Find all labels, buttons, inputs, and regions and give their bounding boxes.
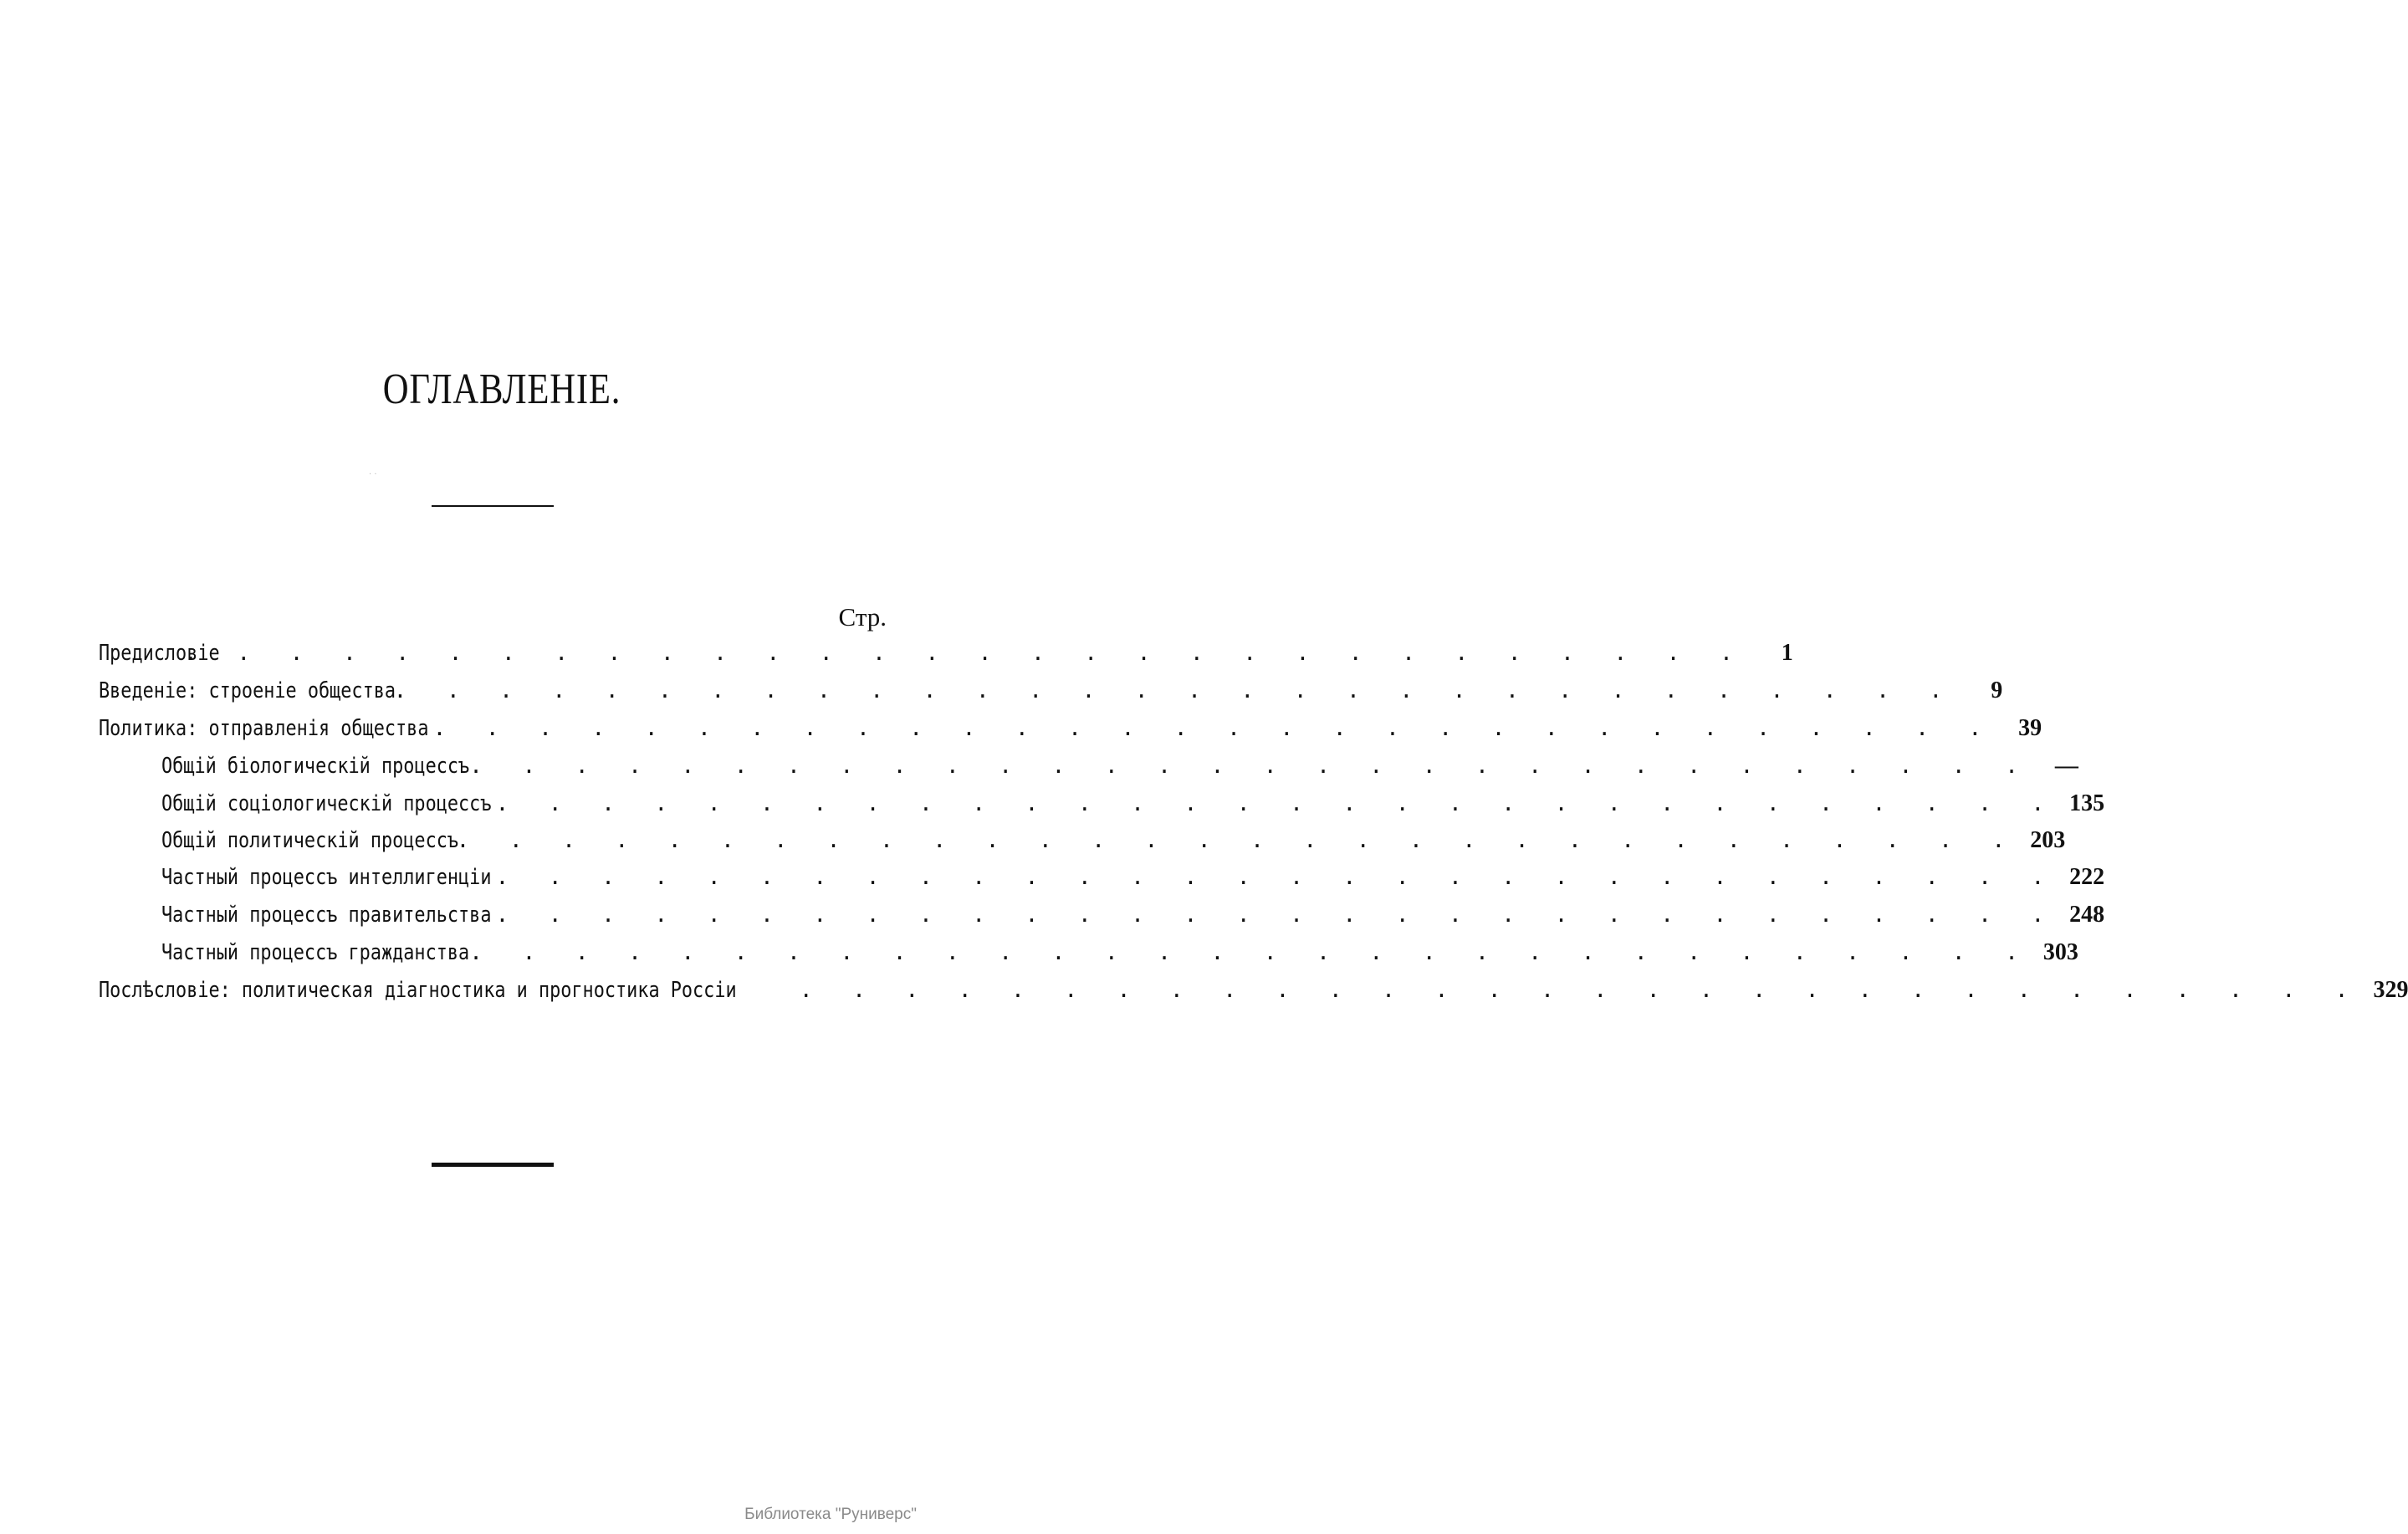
print-specks: · · xyxy=(369,470,377,479)
toc-entry-page: 1 xyxy=(1781,640,1793,666)
toc-entry-page: 135 xyxy=(2069,790,2105,816)
toc-entry-label: Предисловіе xyxy=(99,641,220,666)
dot-leader: . . . . . . . . . . . . . . . . . . . . . . . . . . . . . . xyxy=(184,641,1746,666)
toc-entry-citizenry-process xyxy=(99,936,2078,969)
toc-entry-afterword xyxy=(99,974,2408,1007)
dot-leader: . . . . . . . . . . . . . . . . . . . . . . . . . . . . . . xyxy=(393,678,1956,703)
toc-entry-page: 222 xyxy=(2069,864,2105,890)
dot-leader: . . . . . . . . . . . . . . . . . . . . . . . . . . . . . . xyxy=(469,754,2032,779)
toc-entry-page: 303 xyxy=(2042,939,2078,965)
toc-entry-intelligentsia-process xyxy=(99,861,2105,894)
toc-entry-preface xyxy=(99,637,1793,670)
toc-entry-government-process xyxy=(99,898,2105,932)
dot-leader: . . . . . . . . . . . . . . . . . . . . . . . . . . . . . . xyxy=(495,791,2058,816)
dot-leader: . . . . . . . . . . . . . . . . . . . . . . . . . . . . . . xyxy=(432,716,1996,741)
toc-entry-introduction xyxy=(99,674,2003,708)
toc-entry-label: Общій соціологическій процессъ xyxy=(161,791,492,816)
dot-leader: . . . . . . . . . . . . . . . . . . . . . . . . . . . . . . xyxy=(799,978,2362,1003)
toc-entry-page: 329 xyxy=(2373,977,2408,1003)
toc-entry-page: 39 xyxy=(2018,715,2042,741)
dot-leader: . . . . . . . . . . . . . . . . . . . . . . . . . . . . . . xyxy=(495,865,2058,890)
toc-entry-page: 203 xyxy=(2030,827,2066,853)
toc-entry-label: Частный процессъ правительства xyxy=(161,903,492,928)
dot-leader: . . . . . . . . . . . . . . . . . . . . . . . . . . . . . . xyxy=(469,940,2032,965)
toc-entry-label: Послѣсловіе: политическая діагностика и прогностика Россіи xyxy=(99,978,737,1003)
toc-entry-label: Политика: отправленія общества xyxy=(99,716,429,741)
dot-leader: . . . . . . . . . . . . . . . . . . . . . . . . . . . . . . xyxy=(495,903,2058,928)
bottom-divider xyxy=(432,1163,554,1167)
toc-entry-political-process xyxy=(99,824,2066,857)
toc-entry-label: Общій политическій процессъ xyxy=(161,828,459,853)
toc-entry-page: — xyxy=(2054,753,2078,779)
dot-leader: . . . . . . . . . . . . . . . . . . . . . . . . . . . . . . xyxy=(456,828,2019,853)
toc-entry-label: Частный процессъ интеллигенціи xyxy=(161,865,492,890)
toc-entry-politics xyxy=(99,712,2042,745)
toc-entry-page: 248 xyxy=(2069,902,2105,928)
toc-entry-label: Частный процессъ гражданства xyxy=(161,940,470,965)
toc-entry-page: 9 xyxy=(1991,678,2003,703)
page-column-header: Стр. xyxy=(838,602,887,631)
top-divider xyxy=(432,505,554,507)
page-title: ОГЛАВЛЕНІЕ. xyxy=(382,366,621,413)
toc-entry-sociological-process xyxy=(99,787,2105,821)
toc-entry-biological-process xyxy=(99,749,2078,783)
toc-entry-label: Общій біологическій процессъ xyxy=(161,754,470,779)
toc-entry-label: Введеніе: строеніе общества xyxy=(99,678,396,703)
library-watermark: Библиотека "Руниверс" xyxy=(744,1506,917,1523)
